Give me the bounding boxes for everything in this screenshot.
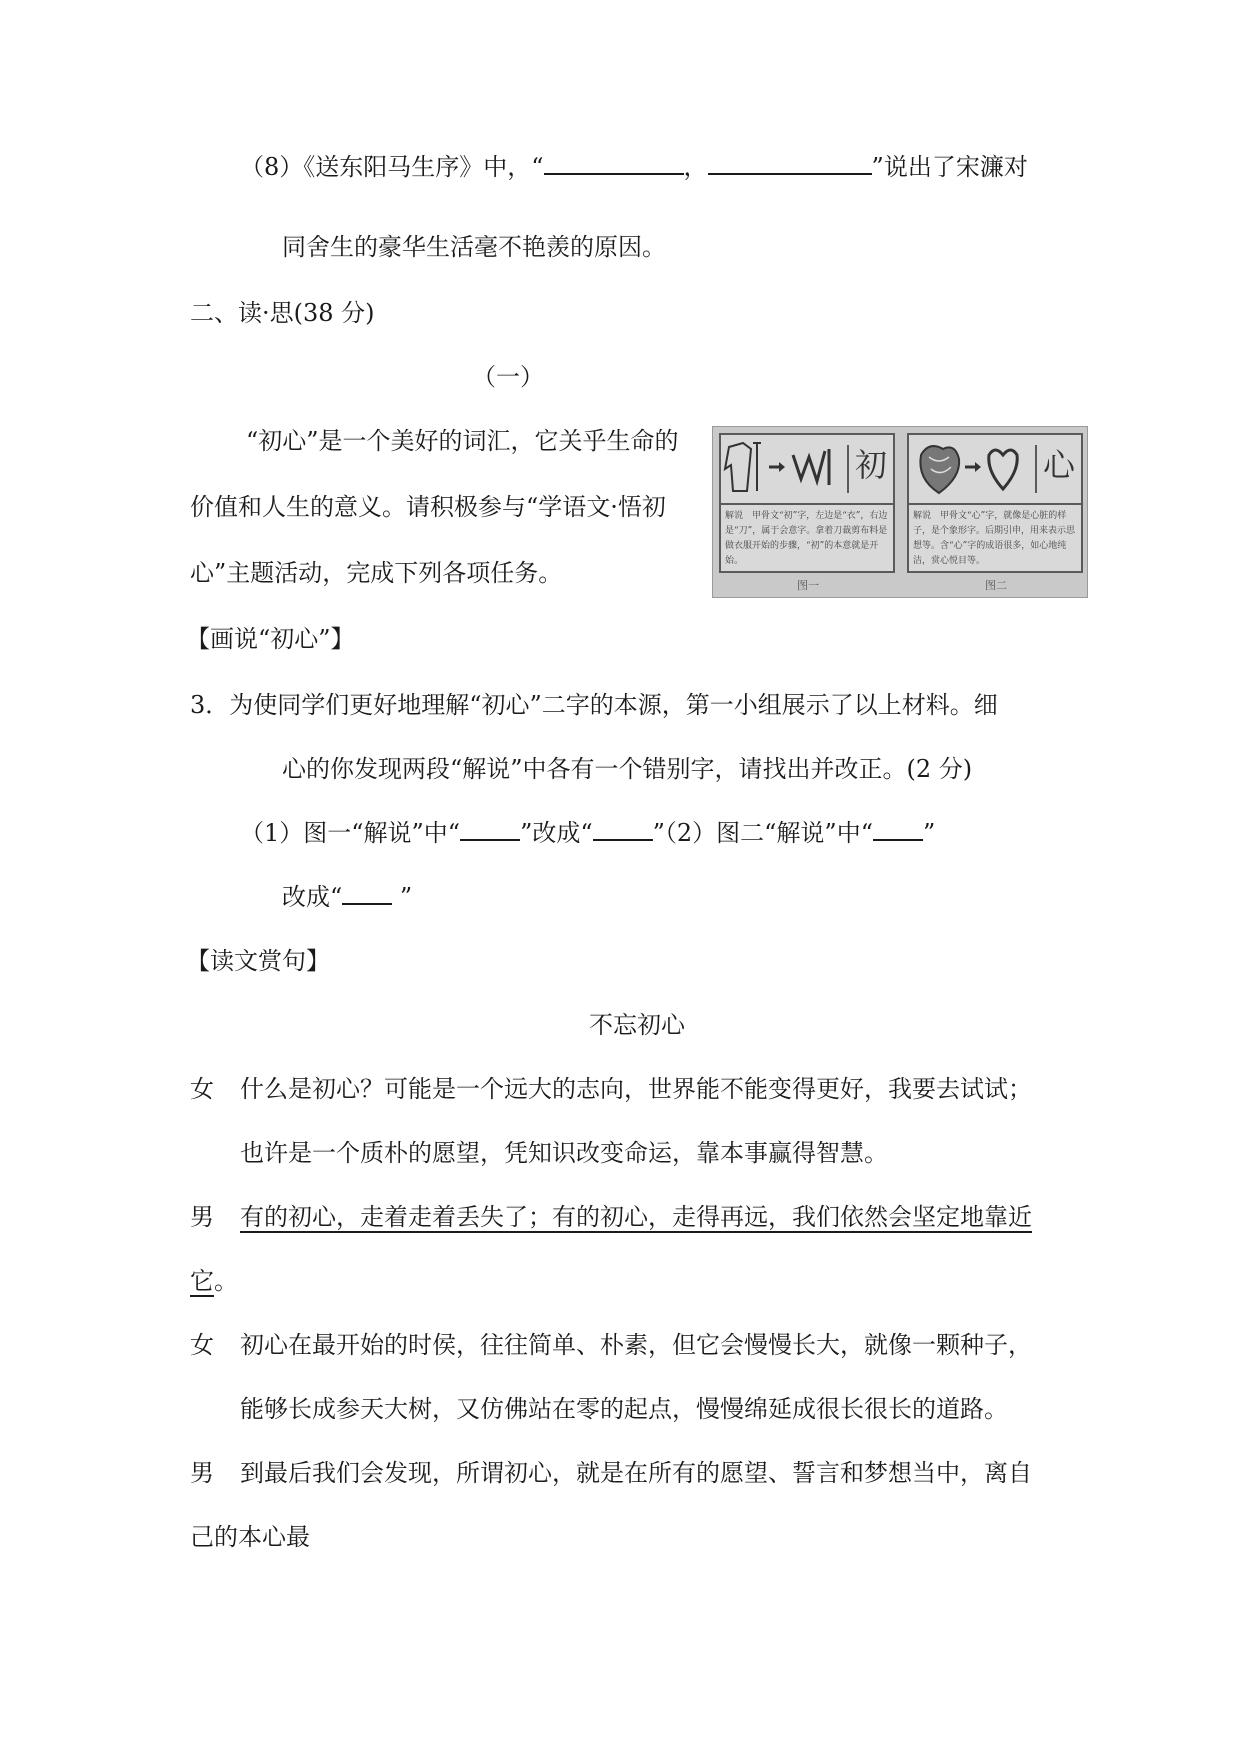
speaker-female: 女	[190, 1331, 214, 1359]
poem-p3-line1: 女 初心在最开始的时侯，往往简单、朴素，但它会慢慢长大，就像一颗种子，	[190, 1328, 1032, 1362]
q8-prefix: （8）《送东阳马生序》中，“	[240, 153, 544, 181]
section-title: 二、读·思(38 分)	[190, 299, 375, 327]
poem-p1-line1: 女 什么是初心？可能是一个远大的志向，世界能不能变得更好，我要去试试；	[190, 1072, 1032, 1106]
q3-line2: 心的你发现两段“解说”中各有一个错别字，请找出并改正。(2 分)	[282, 755, 973, 783]
q3-line4: 改成“ ”	[282, 883, 413, 911]
figure-1-explanation: 解说 甲骨文“初”字，左边是“衣”，右边是“刀”，属于会意字。拿着刀裁剪布料是做衣服开始的步骤，“初”的本意就是开始。	[725, 511, 888, 566]
underlined-sentence: 有的初心，走着走着丢失了；有的初心，走得再远，我们依然会坚定地靠近	[240, 1203, 1032, 1231]
heart-glyph-icon	[909, 435, 1029, 501]
speaker-male: 男	[190, 1203, 214, 1231]
section-sub: （一）	[472, 363, 544, 391]
character-origin-figure	[712, 426, 1088, 598]
poem-p3-line2: 能够长成参天大树，又仿佛站在零的起点，慢慢绵延成很长很长的道路。	[240, 1395, 1008, 1423]
q8-blank-2[interactable]	[708, 151, 872, 175]
q8-suffix: ”说出了宋濂对	[871, 153, 1028, 181]
q8-line1	[240, 150, 1028, 184]
q3-line3: （1）图一“解说”中“ ”改成“ ”（2）图二“解说”中“ ”	[240, 819, 936, 847]
figure-panel-1	[719, 433, 895, 573]
intro-line1: “初心”是一个美好的词汇，它关乎生命的	[246, 427, 679, 455]
poem-p2-line2: 它。	[190, 1267, 238, 1295]
q8-comma: ，	[683, 153, 708, 181]
figure-1-character: 初	[847, 445, 887, 493]
clothing-knife-glyph-icon	[721, 435, 841, 501]
figure-2-character: 心	[1035, 445, 1075, 493]
intro-line2: 价值和人生的意义。请积极参与“学语文·悟初	[190, 493, 666, 521]
speaker-male: 男	[190, 1459, 214, 1487]
figure-1-caption: 图一	[797, 579, 819, 592]
poem-title: 不忘初心	[589, 1011, 685, 1039]
q8-blank-1[interactable]	[544, 151, 684, 175]
q3-blank-4[interactable]	[342, 881, 392, 905]
poem-p4-line1: 男 到最后我们会发现，所谓初心，就是在所有的愿望、誓言和梦想当中，离自	[190, 1456, 1032, 1490]
heading-read: 【读文赏句】	[186, 947, 330, 975]
poem-p2-line1	[190, 1200, 1032, 1234]
q3-blank-1[interactable]	[460, 817, 520, 841]
figure-2-caption: 图二	[985, 579, 1007, 592]
q3-blank-2[interactable]	[593, 817, 653, 841]
speaker-female: 女	[190, 1075, 214, 1103]
figure-panel-2	[907, 433, 1083, 573]
q8-line2: 同舍生的豪华生活毫不艳羡的原因。	[282, 233, 666, 261]
q3-blank-3[interactable]	[873, 817, 923, 841]
poem-p1-line2: 也许是一个质朴的愿望，凭知识改变命运，靠本事赢得智慧。	[240, 1139, 888, 1167]
poem-p4-line2: 己的本心最	[190, 1523, 310, 1551]
q3-line1: 3．为使同学们更好地理解“初心”二字的本源，第一小组展示了以上材料。细	[190, 691, 998, 719]
heading-draw: 【画说“初心”】	[186, 625, 355, 653]
intro-line3: 心”主题活动，完成下列各项任务。	[190, 559, 563, 587]
figure-2-explanation: 解说 甲骨文“心”字，就像是心脏的样子，是个象形字。后期引申，用来表示思想等。含“心”字的成语很多，如心地纯洁，赏心悦目等。	[913, 511, 1076, 566]
